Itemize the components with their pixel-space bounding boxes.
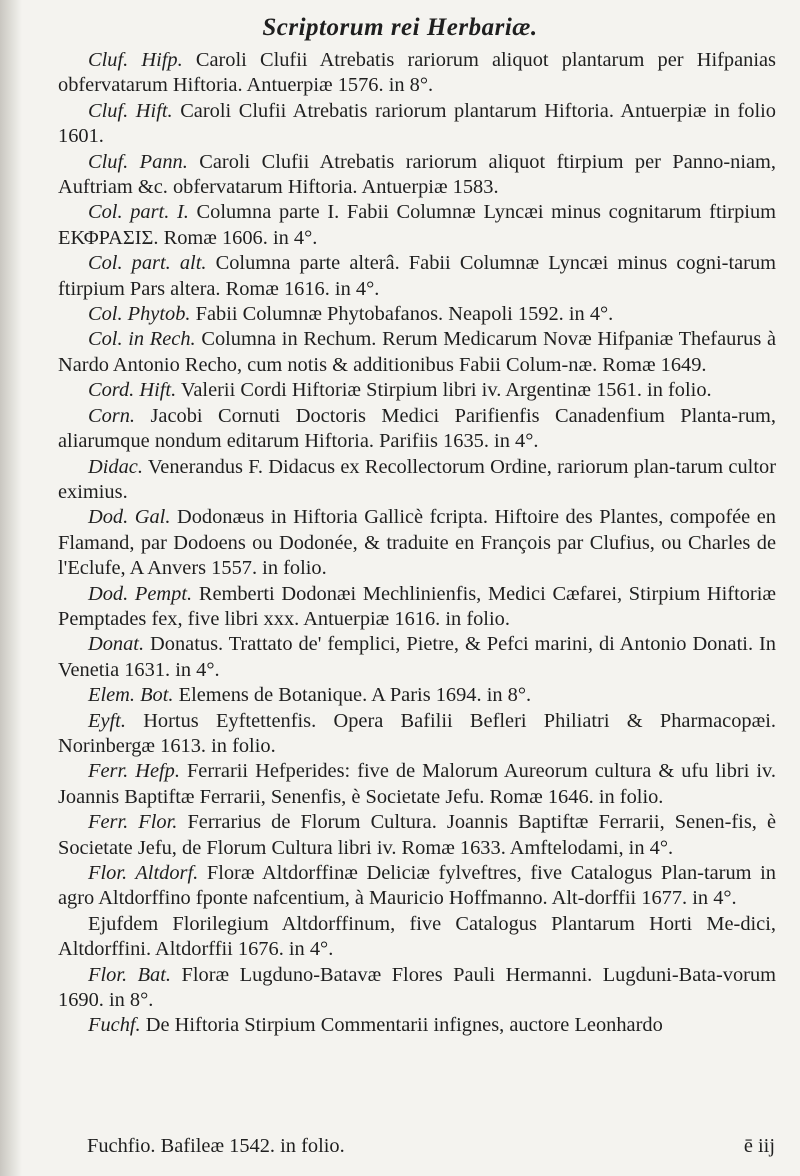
entry-abbreviation: Flor. Altdorf.	[88, 862, 199, 884]
entry-abbreviation: Elem. Bot.	[88, 684, 174, 707]
bibliography-entry	[58, 683, 776, 708]
entry-abbreviation: Ferr. Hefp.	[88, 760, 180, 783]
signature-mark: ē iij	[743, 1135, 775, 1157]
entry-abbreviation: Ferr. Flor.	[88, 811, 178, 834]
bibliography-entry	[58, 200, 776, 251]
entry-text: Caroli Clufii Atrebatis rariorum plantarum Hiftoria. Antuerpiæ in folio 1601.	[58, 99, 776, 148]
entry-abbreviation: Col. in Rech.	[88, 328, 196, 351]
entry-abbreviation: Col. Phytob.	[88, 303, 191, 326]
entry-text: Caroli Clufii Atrebatis rariorum aliquot plantarum per Hifpanias obfervatarum Hiftoria. Antuerpiæ 1576. in 8°.	[58, 49, 776, 97]
entry-text: Valerii Cordi Hiftoriæ Stirpium libri iv. Argentinæ 1561. in folio.	[176, 379, 712, 402]
entry-text: Elemens de Botanique. A Paris 1694. in 8°.	[173, 684, 532, 707]
entry-text: Columna parte I. Fabii Columnæ Lyncæi minus cognitarum ftirpium ΕΚΦΡΑΣΙΣ. Romæ 1606. in 4°.	[58, 201, 776, 249]
entry-text: De Hiftoria Stirpium Commentarii infignes, auctore Leonhardo	[140, 1014, 663, 1037]
page-footer	[87, 1134, 775, 1159]
entry-text: Dodonæus in Hiftoria Gallicè fcripta. Hiftoire des Plantes, compofée en Flamand, par Dodoens ou Dodonée, & traduite en François par Clufius, ou Charles de l'Eclufe, A Anvers 1557. in folio.	[58, 506, 776, 580]
entry-text: Floræ Lugduno-Batavæ Flores Pauli Hermanni. Lugduni-Bata-vorum 1690. in 8°.	[58, 963, 777, 1012]
entry-text: Hortus Eyftettenfis. Opera Bafilii Befleri Philiatri & Pharmacopæi. Norinbergæ 1613. in folio.	[58, 709, 776, 757]
entry-text: Columna in Rechum. Rerum Medicarum Novæ Hifpaniæ Thefaurus à Nardo Antonio Recho, cum notis & additionibus Fabii Colum-næ. Romæ 1649.	[58, 328, 776, 376]
entry-abbreviation: Col. part. I.	[88, 201, 189, 224]
footer-continuation-text: Fuchfio. Bafileæ 1542. in folio.	[87, 1135, 345, 1157]
bibliography-list	[58, 48, 776, 1039]
entry-abbreviation: Col. part. alt.	[88, 252, 207, 275]
entry-text: Jacobi Cornuti Doctoris Medici Parifienfis Canadenfium Planta-rum, aliarumque nondum editarum Hiftoria. Parifiis 1635. in 4°.	[58, 404, 776, 453]
spine-shadow	[0, 0, 22, 1176]
running-header: Scriptorum rei Herbariæ.	[262, 14, 538, 41]
bibliography-entry	[58, 582, 776, 633]
entry-abbreviation: Cluf. Pann.	[88, 150, 188, 173]
entry-abbreviation: Flor. Bat.	[88, 963, 172, 986]
bibliography-entry	[58, 861, 776, 912]
bibliography-entry	[58, 709, 776, 760]
entry-abbreviation: Donat.	[88, 633, 145, 656]
bibliography-entry	[58, 48, 776, 99]
entry-text: Floræ Altdorffinæ Deliciæ fylveftres, five Catalogus Plan-tarum in agro Altdorffino fponte nafcentium, à Mauricio Hoffmanno. Alt-dorffii 1677. in 4°.	[58, 862, 776, 910]
bibliography-entry	[58, 810, 776, 861]
bibliography-entry	[58, 632, 776, 683]
bibliography-entry	[58, 1013, 776, 1038]
bibliography-entry	[58, 150, 776, 201]
entry-abbreviation: Didac.	[88, 455, 143, 478]
entry-text: Caroli Clufii Atrebatis rariorum aliquot ftirpium per Panno-niam, Auftriam &c. obfervatarum Hiftoria. Antuerpiæ 1583.	[58, 150, 776, 199]
bibliography-entry	[58, 455, 776, 506]
bibliography-entry	[58, 404, 776, 455]
bibliography-entry	[58, 378, 776, 403]
bibliography-entry	[58, 251, 776, 302]
entry-abbreviation: Eyft.	[88, 709, 126, 732]
entry-text: Fabii Columnæ Phytobafanos. Neapoli 1592. in 4°.	[190, 303, 614, 326]
entry-text: Ejufdem Florilegium Altdorffinum, five Catalogus Plantarum Horti Me-dici, Altdorffini. Altdorffii 1676. in 4°.	[58, 912, 776, 961]
bibliography-entry	[58, 327, 776, 378]
entry-abbreviation: Fuchf.	[88, 1014, 141, 1037]
entry-text: Ferrarii Hefperides: five de Malorum Aureorum cultura & ufu libri iv. Joannis Baptiftæ Ferrarii, Senenfis, è Societate Jefu. Romæ 1646. in folio.	[58, 760, 777, 808]
entry-abbreviation: Dod. Pempt.	[88, 582, 193, 605]
bibliography-entry	[58, 759, 776, 810]
entry-text: Ferrarius de Florum Cultura. Joannis Baptiftæ Ferrarii, Senen-fis, è Societate Jefu, de Florum Cultura libri iv. Romæ 1633. Amftelodami, in 4°.	[58, 811, 776, 859]
bibliography-entry	[58, 302, 776, 327]
entry-abbreviation: Corn.	[88, 404, 136, 427]
entry-text: Columna parte alterâ. Fabii Columnæ Lyncæi minus cogni-tarum ftirpium Pars altera. Romæ 1616. in 4°.	[58, 252, 777, 300]
entry-abbreviation: Dod. Gal.	[88, 506, 171, 529]
entry-abbreviation: Cluf. Hifp.	[88, 49, 183, 71]
entry-abbreviation: Cord. Hift.	[88, 379, 177, 402]
bibliography-entry	[58, 505, 776, 581]
entry-text: Donatus. Trattato de' femplici, Pietre, & Pefci marini, di Antonio Donati. In Venetia 1631. in 4°.	[58, 633, 776, 681]
entry-text: Venerandus F. Didacus ex Recollectorum Ordine, rariorum plan-tarum cultor eximius.	[58, 455, 776, 503]
bibliography-entry	[58, 912, 776, 963]
bibliography-entry	[58, 963, 776, 1014]
entry-text: Remberti Dodonæi Mechlinienfis, Medici Cæfarei, Stirpium Hiftoriæ Pemptades fex, five libri xxx. Antuerpiæ 1616. in folio.	[58, 582, 776, 630]
entry-abbreviation: Cluf. Hift.	[88, 99, 173, 122]
bibliography-entry	[58, 99, 776, 150]
